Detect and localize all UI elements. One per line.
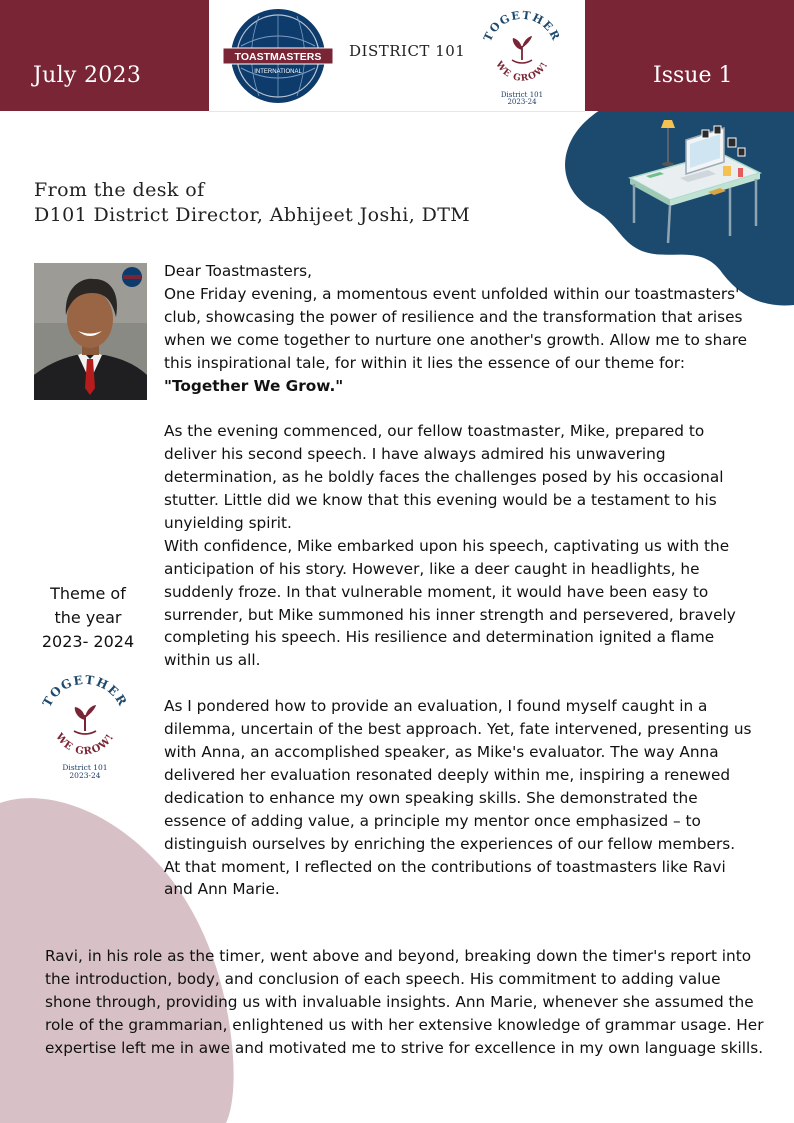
director-photo [34, 263, 147, 400]
desk-illustration [620, 118, 770, 258]
we-grow-arc-text: WE GROW! [493, 59, 551, 84]
caption-district: District 101 [500, 91, 544, 99]
paragraph-4: As I pondered how to provide an evaluation, I found myself caught in a dilemma, uncertain of the best approach. Yet, fate intervened, presenting us with Anna, an accomplished speaker, as Mike's evaluator. The way Anna delivered her evaluation resonated deeply within me, inspiring a renewed dedication to enhance my own speaking skills. She demonstrated the essence of adding value, a principle my mentor once emphasized – to distinguish ourselves by enriching the experiences of our fellow members. [164, 697, 752, 853]
paragraph-5: At that moment, I reflected on the contributions of toastmasters like Ravi and Ann Marie. [164, 857, 726, 899]
toastmasters-logo-subtext: INTERNATIONAL [254, 69, 302, 75]
together-arc-text: TOGETHER [481, 8, 563, 44]
letter-continuation [45, 945, 765, 1060]
theme-line-3: 2023- 2024 [41, 632, 135, 651]
theme-line-2: the year [54, 608, 122, 627]
paragraph-1-text: One Friday evening, a momentous event unfolded within our toastmasters' club, showcasing the power of resilience and the transformation that arises when we come together to nurture one another's growth. Allow me to share this inspirational tale, for within it lies the essence of our theme for: [164, 284, 748, 372]
toastmasters-logo-text: TOASTMASTERS [234, 51, 322, 63]
district-title: DISTRICT 101 [349, 42, 466, 60]
header-right-bar [585, 0, 794, 111]
sprout-icon-small [74, 705, 96, 734]
greeting: Dear Toastmasters, [164, 262, 312, 280]
letter-body [164, 260, 758, 901]
theme-quote: "Together We Grow." [164, 376, 344, 395]
toastmasters-logo [219, 6, 337, 106]
svg-text:TOGETHER [40, 673, 130, 709]
caption-district-small: District 101 [62, 763, 108, 772]
we-grow-arc-text-small: WE GROW! [53, 731, 117, 758]
paragraph-2: As the evening commenced, our fellow toastmaster, Mike, prepared to deliver his second speech. I have always admired his unwavering determination, as he boldly faces the challenges posed by his occasional stutter. Little did we know that this evening would be a testament to his unyielding spirit. [164, 422, 724, 532]
issue-number: Issue 1 [653, 63, 733, 88]
heading-line-1: From the desk of [34, 179, 205, 201]
header-divider [209, 111, 585, 112]
together-we-grow-logo-small [40, 672, 130, 772]
caption-year: 2023-24 [507, 98, 537, 106]
svg-text:TOGETHER [481, 9, 563, 44]
together-arc-text-small: TOGETHER [40, 672, 130, 710]
caption-year-small: 2023-24 [69, 771, 101, 780]
paragraph-1 [164, 283, 758, 398]
heading-line-2: D101 District Director, Abhijeet Joshi, DTM [34, 204, 471, 226]
theme-line-1: Theme of [50, 584, 126, 603]
sprout-icon [512, 36, 532, 63]
article-heading [34, 178, 470, 228]
issue-date: July 2023 [33, 63, 142, 88]
together-we-grow-caption [481, 92, 563, 106]
paragraph-3: With confidence, Mike embarked upon his speech, captivating us with the anticipation of his story. However, like a deer caught in headlights, he suddenly froze. In that vulnerable moment, it would have been easy to surrender, but Mike summoned his inner strength and persevered, bravely completing his speech. His resilience and determination ignited a flame within us all. [164, 536, 736, 670]
theme-of-year-label [27, 582, 149, 654]
header-left-bar [0, 0, 209, 111]
paragraph-6: Ravi, in his role as the timer, went above and beyond, breaking down the timer's report into the introduction, body, and conclusion of each speech. His commitment to adding value shone through, providing us with invaluable insights. Ann Marie, whenever she assumed the role of the grammarian, enlightened us with her extensive knowledge of grammar usage. Her expertise left me in awe and motivated me to strive for excellence in my own language skills. [45, 947, 764, 1057]
together-we-grow-caption-small [40, 764, 130, 780]
